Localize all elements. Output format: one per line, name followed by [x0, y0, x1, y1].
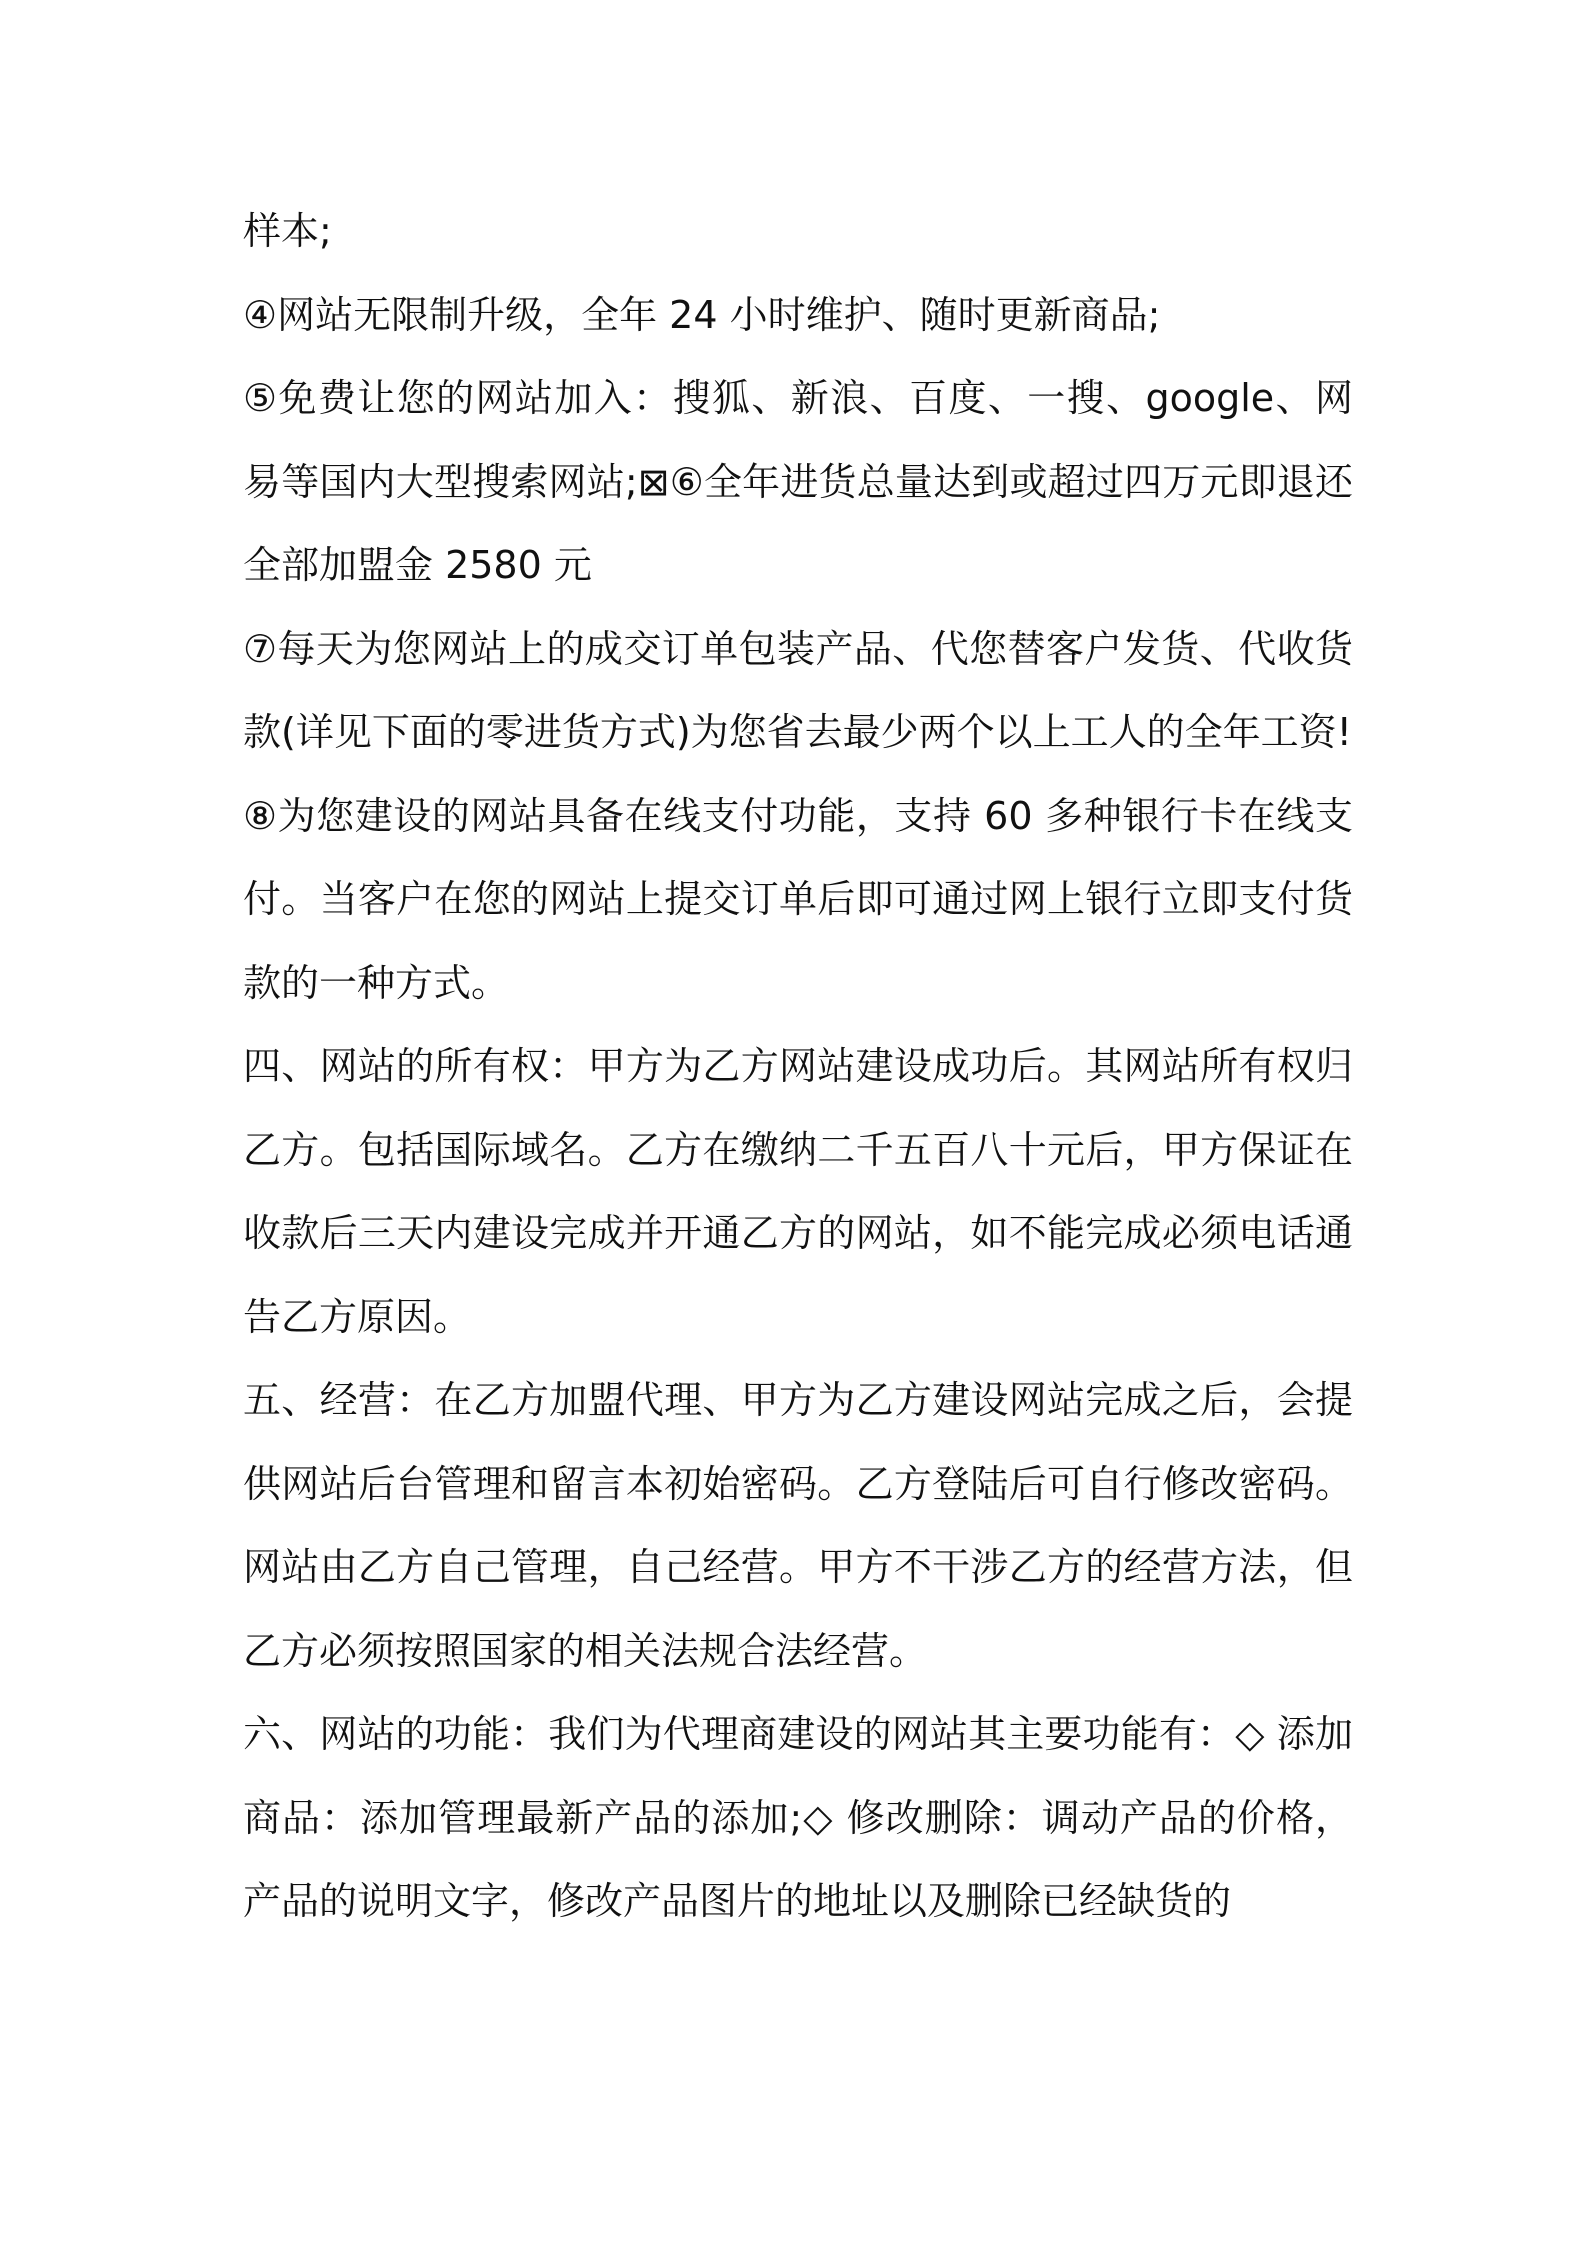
paragraph-item-4: ④网站无限制升级，全年 24 小时维护、随时更新商品; — [243, 292, 1161, 337]
paragraph-section-6-functions: 六、网站的功能：我们为代理商建设的网站其主要功能有：◇ 添加商品：添加管理最新产品的添加;◇ 修改删除：调动产品的价格，产品的说明文字，修改产品图片的地址以及删除已经缺货的 — [243, 1712, 1353, 1923]
paragraph-item-8: ⑧为您建设的网站具备在线支付功能，支持 60 多种银行卡在线支付。当客户在您的网站上提交订单后即可通过网上银行立即支付货款的一种方式。 — [243, 793, 1353, 1005]
paragraph-item-5-6: ⑤免费让您的网站加入：搜狐、新浪、百度、一搜、google、网易等国内大型搜索网站;⊠⑥全年进货总量达到或超过四万元即退还全部加盟金 2580 元 — [243, 376, 1353, 587]
document-page — [243, 190, 1353, 1944]
paragraph-item-7: ⑦每天为您网站上的成交订单包装产品、代您替客户发货、代收货款(详见下面的零进货方式)为您省去最少两个以上工人的全年工资! — [243, 626, 1353, 754]
paragraph-section-4-ownership: 四、网站的所有权：甲方为乙方网站建设成功后。其网站所有权归乙方。包括国际域名。乙方在缴纳二千五百八十元后，甲方保证在收款后三天内建设完成并开通乙方的网站，如不能完成必须电话通告乙方原因。 — [243, 1044, 1353, 1339]
paragraph-section-5-operation: 五、经营：在乙方加盟代理、甲方为乙方建设网站完成之后，会提供网站后台管理和留言本初始密码。乙方登陆后可自行修改密码。网站由乙方自己管理，自己经营。甲方不干涉乙方的经营方法，但乙方必须按照国家的相关法规合法经营。 — [243, 1378, 1353, 1673]
paragraph-sample: 样本; — [243, 209, 332, 253]
